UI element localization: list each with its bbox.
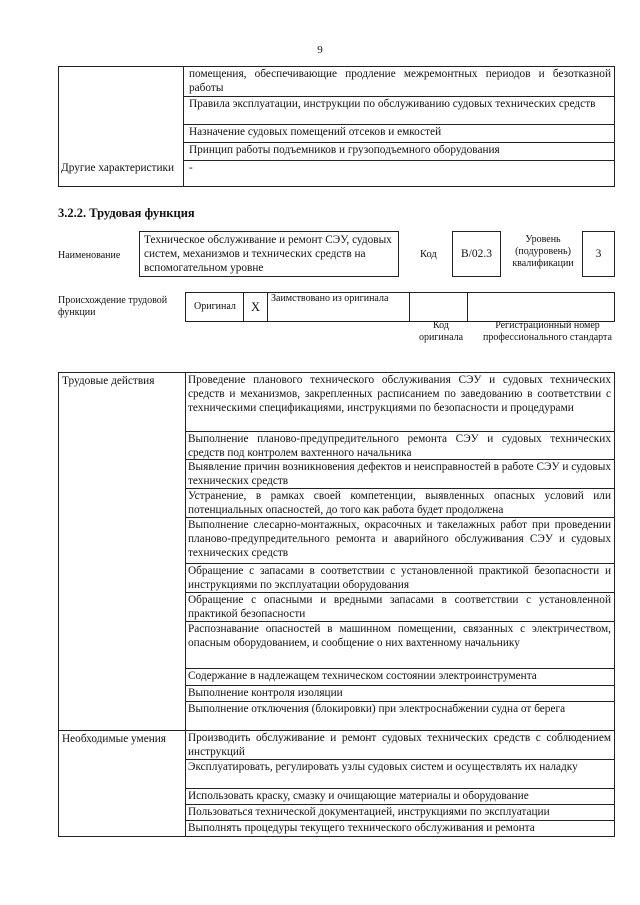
labor-action-item: Выявление причин возникновения дефектов и неисправностей в работе СЭУ и судовых технических средств [186, 459, 615, 488]
labor-action-item: Обращение с запасами в соответствии с установленной практикой безопасности и инструкциями по эксплуатации оборудования [186, 563, 615, 592]
reg-number-cell [467, 292, 615, 322]
main-table [58, 372, 615, 837]
labor-action-item: Выполнение слесарно-монтажных, окрасочных и такелажных работ при проведении планово-предупредительного ремонта и аварийного обслуживания СЭУ и судовых технических средств [186, 517, 615, 563]
labor-action-item: Проведение планового технического обслуживания СЭУ и судовых технических средств и механизмов, закрепленных расписанием по заведованию в соответствии с техническими спецификациями, инструкциями по безопасности и процедурами [186, 372, 615, 431]
skill-item: Эксплуатировать, регулировать узлы судовых систем и осуществлять их наладку [186, 759, 615, 788]
origin-label: Происхождение трудовой функции [58, 295, 168, 318]
labor-action-item: Выполнение отключения (блокировки) при электроснабжении судна от берега [186, 701, 615, 730]
original-mark: X [243, 292, 267, 322]
labor-action-item: Выполнение контроля изоляции [186, 685, 615, 701]
code-label: Код [420, 249, 437, 260]
labor-action-item: Содержание в надлежащем техническом состоянии электроинструмента [186, 668, 615, 685]
table-bottom-border [58, 836, 615, 837]
origin-box [185, 292, 615, 322]
original-label: Оригинал [185, 292, 243, 322]
other-characteristics-value: - [184, 160, 615, 187]
reg-number-caption: Регистрационный номер профессионального стандарта [483, 320, 612, 343]
labor-action-item: Обращение с опасными и вредными запасами в соответствии с установленной практикой безопасности [186, 592, 615, 621]
required-skills-label: Необходимые умения [58, 730, 186, 837]
page-number: 9 [317, 44, 323, 56]
name-label: Наименование [58, 250, 121, 261]
borrowed-label: Заимствовано из оригинала [267, 292, 409, 322]
function-name-box: Техническое обслуживание и ремонт СЭУ, судовых систем, механизмов и технических средств на вспомогательном уровне [139, 231, 399, 277]
qualification-level-label: Уровень (подуровень) квалификации [512, 234, 574, 269]
skill-item: Выполнять процедуры текущего технического обслуживания и ремонта [186, 820, 615, 836]
labor-action-item: Устранение, в рамках своей компетенции, выявленных опасных условий или потенциальных опасностей, до того как работа будет продолжена [186, 488, 615, 517]
code-original-caption: Код оригинала [418, 320, 464, 343]
labor-action-item: Распознавание опасностей в машинном помещении, связанных с электричеством, опасным оборудованием, и сообщение о них вахтенному начальнику [186, 621, 615, 668]
code-original-cell [409, 292, 467, 322]
skill-item: Пользоваться технической документацией, инструкциями по эксплуатации [186, 804, 615, 820]
section-heading: 3.2.2. Трудовая функция [58, 206, 195, 220]
qualification-level-box: 3 [582, 231, 615, 277]
top-table-row: Правила эксплуатации, инструкции по обслуживанию судовых технических средств [184, 96, 615, 124]
function-code-box: B/02.3 [452, 231, 501, 277]
labor-actions-label: Трудовые действия [58, 372, 186, 730]
other-characteristics-label: Другие характеристики [61, 162, 175, 174]
top-table-row: Принцип работы подъемников и грузоподъемного оборудования [184, 142, 615, 160]
skill-item: Использовать краску, смазку и очищающие материалы и оборудование [186, 788, 615, 804]
top-continuation-table [58, 66, 615, 187]
top-table-row: Назначение судовых помещений отсеков и емкостей [184, 124, 615, 142]
labor-action-item: Выполнение планово-предупредительного ремонта СЭУ и судовых технических средств под контролем вахтенного начальника [186, 431, 615, 459]
top-table-row: помещения, обеспечивающие продление межремонтных периодов и безотказной работы [184, 66, 615, 96]
skill-item: Производить обслуживание и ремонт судовых технических средств с соблюдением инструкций [186, 730, 615, 759]
